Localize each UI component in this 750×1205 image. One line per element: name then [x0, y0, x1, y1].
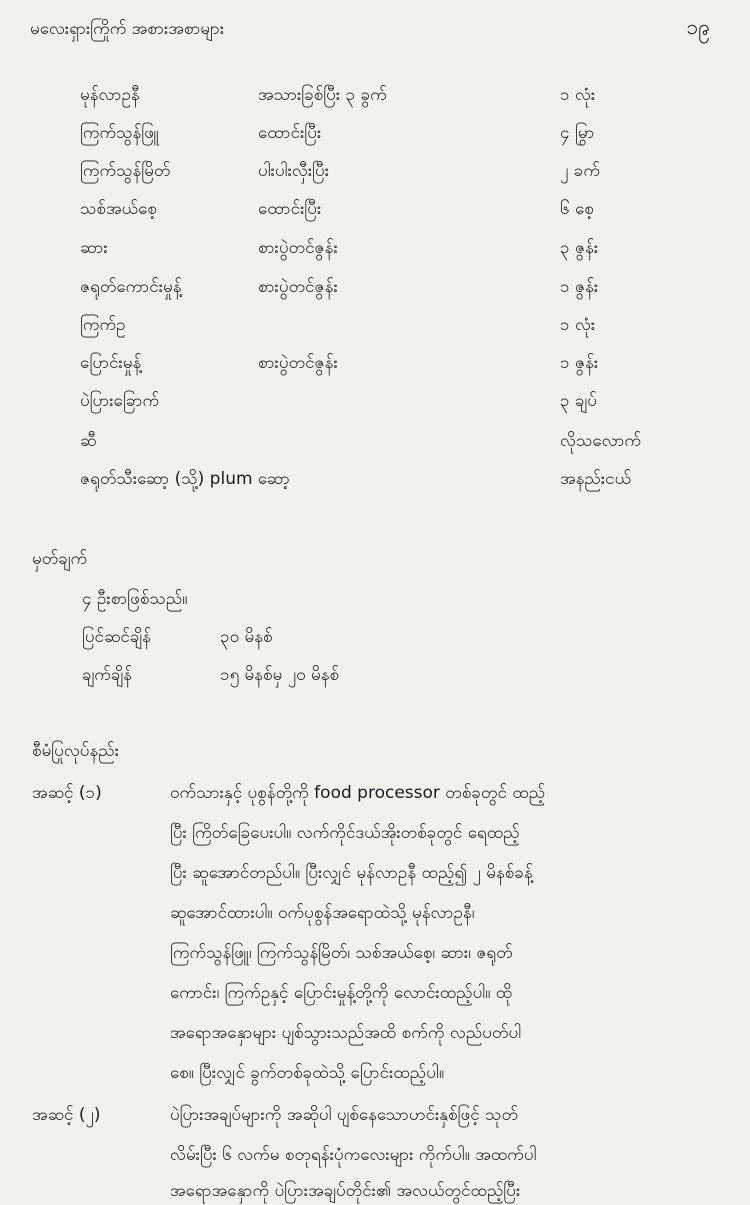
- ingredient-row: [0, 122, 750, 160]
- ingredient-name: ပြောင်းမှုန့်: [80, 353, 142, 373]
- ingredient-qty: လိုသလောက်: [560, 431, 642, 451]
- step-text-line: အရောအနှောကို ပဲပြားအချပ်တိုင်း၏ အလယ်တွင်ထည့်ပြီး: [170, 1181, 521, 1201]
- ingredient-prep: ထောင်းပြီး: [258, 123, 322, 143]
- ingredient-prep: စားပွဲတင်ဇွန်း: [258, 277, 338, 297]
- servings-text: ၄ ဦးစာဖြစ်သည်။: [82, 589, 188, 609]
- ingredient-row: [0, 198, 750, 236]
- step-text-line: ပဲပြားအချပ်များကို အဆိုပါ ပျစ်နေသောဟင်းနှစ်ဖြင့် သုတ်: [170, 1105, 519, 1125]
- step-text-line: ပြီး ဆူအောင်တည်ပါ။ ပြီးလျှင် မုန်လာဥနီ ထည့်၍ ၂ မိနစ်ခန့်: [170, 863, 533, 883]
- step-label: အဆင့် (၂): [32, 1105, 101, 1125]
- step-text-line: ဝက်သားနှင့် ပုစွန်တို့ကို food processor တစ်ခုတွင် ထည့်: [170, 783, 546, 803]
- ingredient-prep: ပါးပါးလှီးပြီး: [258, 161, 330, 181]
- ingredient-prep: စားပွဲတင်ဇွန်း: [258, 238, 338, 258]
- ingredient-row: [0, 276, 750, 314]
- ingredient-qty: ၁ လုံး: [560, 315, 596, 335]
- notes-heading: မှတ်ချက်: [32, 549, 88, 569]
- ingredient-qty: ၁ ဇွန်း: [560, 353, 599, 373]
- ingredient-name: သစ်အယ်စေ့: [80, 199, 157, 219]
- page-number: ၁၉: [686, 15, 710, 39]
- ingredient-qty: ၁ လုံး: [560, 85, 596, 105]
- ingredient-qty: ၁ ဇွန်း: [560, 277, 599, 297]
- ingredient-row: [0, 314, 750, 352]
- ingredient-name: ဇရုတ်သီးဆော့ (သို့) plum ဆော့: [80, 469, 290, 489]
- method-heading: စီမံပြုလုပ်နည်း: [32, 741, 120, 761]
- ingredient-name: ကြက်ဥ: [80, 315, 126, 335]
- step-text-line: ပြီး ကြိတ်ခြေပေးပါ။ လက်ကိုင်ဒယ်အိုးတစ်ခုတွင် ရေထည့်: [170, 823, 520, 843]
- ingredient-row: [0, 84, 750, 122]
- ingredient-qty: အနည်းငယ်: [560, 469, 632, 489]
- ingredient-name: ဆား: [80, 238, 108, 258]
- prep-time-label: ပြင်ဆင်ချိန်: [82, 627, 151, 647]
- ingredient-row: [0, 237, 750, 275]
- ingredient-row: [0, 468, 750, 506]
- ingredient-prep: ထောင်းပြီး: [258, 199, 322, 219]
- step-text-line: အရောအနှောများ ပျစ်သွားသည်အထိ စက်ကို လည်ပတ်ပါ: [170, 1023, 522, 1043]
- ingredient-name: ဇရုတ်ကောင်းမှုန့်: [80, 277, 182, 297]
- step-text-line: စေ။ ပြီးလျှင် ခွက်တစ်ခုထဲသို့ ပြောင်းထည့်ပါ။: [170, 1063, 444, 1083]
- step-text-line: ဆူအောင်ထားပါ။ ဝက်ပုစွန်အရောထဲသို့ မုန်လာဥနီ၊: [170, 903, 475, 923]
- ingredient-name: မုန်လာဥနီ: [80, 85, 140, 105]
- ingredient-qty: ၃ ဇွန်း: [560, 238, 599, 258]
- step-text-line: ကောင်း၊ ကြက်ဥနှင့် ပြောင်းမှုန့်တို့ကို လောင်းထည့်ပါ။ ထို: [170, 983, 513, 1003]
- ingredient-row: [0, 390, 750, 428]
- step-text-line: လိမ်းပြီး ၆ လက်မ စတုရန်းပုံကလေးများ ကိုက်ပါ။ အထက်ပါ: [170, 1145, 537, 1165]
- ingredient-qty: ၃ ချပ်: [560, 391, 597, 411]
- ingredient-name: ကြက်သွန်ဖြူ: [80, 123, 159, 143]
- running-header-title: မလေးရှားကြိုက် အစားအစာများ: [30, 19, 225, 39]
- ingredient-qty: ၄ မြွာ: [560, 123, 595, 143]
- ingredient-qty: ၂ ခက်: [560, 161, 600, 181]
- prep-time-value: ၃၀ မိနစ်: [220, 627, 273, 647]
- ingredient-row: [0, 352, 750, 390]
- cook-time-label: ချက်ချိန်: [82, 665, 132, 685]
- ingredient-name: ဆီ: [80, 431, 97, 451]
- ingredient-name: ကြက်သွန်မြိတ်: [80, 161, 171, 181]
- ingredient-name: ပဲပြားခြောက်: [80, 391, 160, 411]
- ingredient-qty: ၆ စေ့: [560, 199, 594, 219]
- ingredient-prep: စားပွဲတင်ဇွန်း: [258, 353, 338, 373]
- step-label: အဆင့် (၁): [32, 783, 102, 803]
- ingredient-row: [0, 160, 750, 198]
- ingredient-row: [0, 430, 750, 468]
- step-text-line: ကြက်သွန်ဖြူ၊ ကြက်သွန်မြိတ်၊ သစ်အယ်စေ့၊ ဆား၊ ဇရုတ်: [170, 943, 513, 963]
- ingredient-prep: အသားခြစ်ပြီး ၃ ခွက်: [258, 85, 387, 105]
- cook-time-value: ၁၅ မိနစ်မှ ၂၀ မိနစ်: [220, 665, 340, 685]
